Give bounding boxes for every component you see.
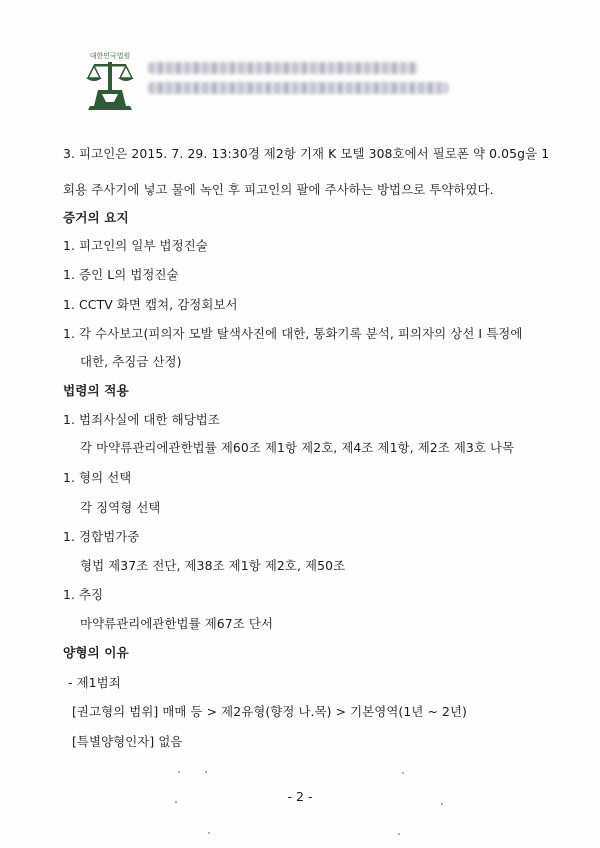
section-heading-applicable-law: 법령의 적용 — [63, 383, 129, 398]
list-item: 1. 형의 선택 — [63, 470, 132, 485]
list-item-detail: 형법 제37조 전단, 제38조 제1항 제2호, 제50조 — [80, 558, 346, 573]
list-item: 1. 각 수사보고(피의자 모발 탈색사진에 대한, 통화기록 분석, 피의자의 상선 I 특정에 — [63, 326, 523, 341]
svg-text:대한민국법원: 대한민국법원 — [89, 52, 131, 60]
section-heading-evidence: 증거의 요지 — [63, 210, 129, 225]
list-item-detail: [권고형의 범위] 매매 등 > 제2유형(향정 나.목) > 기본영역(1년 ~ 2년) — [72, 704, 467, 719]
list-item-continuation: 대한, 추징금 산정) — [80, 354, 182, 369]
scan-speck — [178, 771, 180, 773]
list-item: - 제1범죄 — [68, 675, 121, 690]
list-item: 1. 추징 — [63, 587, 104, 602]
scan-speck — [402, 772, 404, 774]
list-item: 1. 증인 L의 법정진술 — [63, 267, 179, 282]
paragraph-line: 회용 주사기에 넣고 물에 녹인 후 피고인의 팔에 주사하는 방법으로 투약하였다. — [63, 182, 494, 197]
scan-speck — [398, 833, 400, 835]
scan-speck — [205, 771, 207, 773]
list-item: 1. 피고인의 일부 법정진술 — [63, 238, 208, 253]
list-item: 1. 범죄사실에 대한 해당법조 — [63, 412, 220, 427]
paragraph-line: 3. 피고인은 2015. 7. 29. 13:30경 제2항 기재 K 모텔 308호에서 필로폰 약 0.05g을 1 — [63, 146, 550, 161]
court-seal-logo — [74, 44, 146, 116]
redacted-court-address-line-2 — [148, 82, 448, 94]
list-item: 1. 경합범가중 — [63, 529, 140, 544]
list-item-detail: 마약류관리에관한법률 제67조 단서 — [80, 616, 274, 631]
page-number: - 2 - — [287, 789, 313, 804]
section-heading-sentencing-reasons: 양형의 이유 — [63, 645, 129, 660]
scan-speck — [208, 832, 210, 834]
redacted-court-address-line-1 — [148, 62, 418, 74]
list-item-detail: 각 징역형 선택 — [80, 500, 161, 515]
list-item-detail: 각 마약류관리에관한법률 제60조 제1항 제2호, 제4조 제1항, 제2조 제3호 나목 — [80, 440, 515, 455]
list-item: 1. CCTV 화면 캡쳐, 감정회보서 — [63, 297, 238, 312]
list-item-detail: [특별양형인자] 없음 — [72, 734, 183, 749]
